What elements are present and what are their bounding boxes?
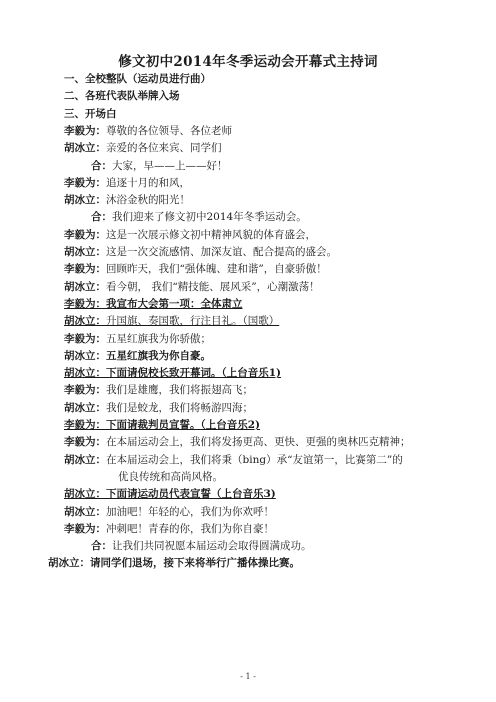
speaker-label: 胡冰立： (64, 488, 106, 501)
speaker-label: 李毅为： (64, 436, 106, 449)
line-text: 下面请运动员代表宣誓（上台音乐3) (106, 488, 276, 501)
speaker-label: 李毅为： (64, 263, 106, 276)
line-text: 在本届运动会上，我们将秉（bing）承“友谊第一，比赛第二”的 (106, 453, 403, 466)
dialogue-line (64, 193, 484, 207)
speaker-label: 胡冰立： (64, 367, 106, 380)
dialogue-line (64, 245, 484, 259)
line-text: 在本届运动会上，我们将发扬更高、更快、更强的奥林匹克精神； (106, 436, 411, 449)
speaker-label: 合： (91, 159, 112, 172)
dialogue-line (64, 453, 484, 467)
page-number: - 1 - (240, 672, 256, 681)
speaker-label: 合： (91, 211, 112, 224)
speaker-label: 李毅为： (64, 332, 106, 345)
line-text: 这是一次交流感情、加深友谊、配合提高的盛会。 (106, 246, 337, 258)
speaker-label: 胡冰立： (64, 246, 106, 258)
line-text: 看今朝， 我们“精技能、展风采”，心潮激荡！ (106, 280, 320, 293)
line-text: 三、开场白 (64, 107, 117, 120)
speaker-label: 李毅为： (64, 297, 106, 310)
speaker-label: 胡冰立： (64, 280, 106, 293)
page-title: 修文初中2014年冬季运动会开幕式主持词 (118, 54, 378, 70)
speaker-label: 胡冰立： (64, 505, 106, 518)
dialogue-line (64, 487, 484, 501)
line-text: 一、全校整队（运动员进行曲） (64, 73, 211, 85)
line-text: 下面请裁判员宣誓。（上台音乐2) (106, 419, 261, 431)
dialogue-line (64, 262, 484, 276)
dialogue-line (64, 366, 484, 380)
line-text: 升国旗、奏国歌，行注目礼。（国歌） (106, 315, 280, 328)
line-text: 我们是雄鹰，我们将振翅高飞； (106, 384, 253, 397)
dialogue-line (64, 141, 484, 155)
line-text: 沐浴金秋的阳光！ (106, 194, 190, 207)
line-text: 尊敬的各位领导、各位老师 (106, 124, 232, 137)
speaker-label: 胡冰立： (64, 142, 106, 155)
line-text: 我们是蛟龙，我们将畅游四海； (106, 401, 253, 414)
dialogue-line (64, 176, 484, 190)
dialogue-line (64, 314, 484, 328)
dialogue-line (64, 401, 484, 415)
speaker-label: 李毅为： (64, 228, 106, 241)
dialogue-line (64, 349, 484, 363)
line-continuation: 优良传统和高尚风格。 (118, 470, 223, 483)
speaker-label: 李毅为： (64, 176, 106, 189)
line-text: 冲刺吧！青春的你，我们为你自豪！ (106, 522, 274, 535)
speaker-label: 胡冰立： (64, 349, 106, 362)
dialogue-line (64, 159, 484, 173)
speaker-label: 胡冰立： (64, 453, 106, 466)
speaker-label: 李毅为： (64, 522, 106, 535)
dialogue-line (64, 332, 484, 346)
section-heading (64, 89, 484, 103)
line-text: 请同学们退场，接下来将举行广播体操比赛。 (90, 557, 300, 570)
dialogue-line (64, 383, 484, 397)
speaker-label: 合： (91, 540, 112, 553)
dialogue-line (64, 435, 484, 449)
speaker-label: 李毅为： (64, 384, 106, 397)
line-text: 让我们共同祝愿本届运动会取得圆满成功。 (112, 540, 312, 553)
speaker-label: 李毅为： (64, 124, 106, 137)
line-text: 追逐十月的和风， (106, 176, 190, 189)
line-text: 我们迎来了修文初中2014年冬季运动会。 (112, 211, 307, 224)
dialogue-line (48, 556, 468, 570)
dialogue-line (64, 124, 484, 138)
dialogue-line (64, 297, 484, 311)
dialogue-line (64, 539, 484, 553)
speaker-label: 胡冰立： (64, 401, 106, 414)
dialogue-line (64, 418, 484, 432)
dialogue-line (64, 228, 484, 242)
dialogue-line (64, 210, 484, 224)
dialogue-line (64, 505, 484, 519)
line-text: 亲爱的各位来宾、同学们 (106, 142, 222, 155)
section-heading (64, 107, 484, 121)
line-text: 这是一次展示修文初中精神风貌的体育盛会， (106, 228, 316, 241)
speaker-label: 胡冰立： (64, 194, 106, 207)
dialogue-line (64, 522, 484, 536)
line-text: 二、各班代表队举牌入场 (64, 90, 180, 103)
speaker-label: 胡冰立： (48, 557, 90, 570)
section-heading (64, 72, 484, 86)
line-text: 大家，早——上——好！ (112, 159, 228, 172)
line-text: 下面请倪校长致开幕词。（上台音乐1) (106, 367, 282, 380)
line-text: 我宣布大会第一项：全体肃立 (106, 297, 243, 310)
line-text: 加油吧！年轻的心，我们为你欢呼！ (106, 505, 274, 518)
dialogue-line (64, 280, 484, 294)
line-text: 五星红旗我为你骄傲； (106, 332, 211, 345)
speaker-label: 胡冰立： (64, 315, 106, 328)
line-text: 回顾昨天，我们“强体魄、建和谐”，自豪骄傲！ (106, 263, 327, 276)
speaker-label: 李毅为： (64, 419, 106, 431)
line-text: 五星红旗我为你自豪。 (106, 349, 211, 362)
